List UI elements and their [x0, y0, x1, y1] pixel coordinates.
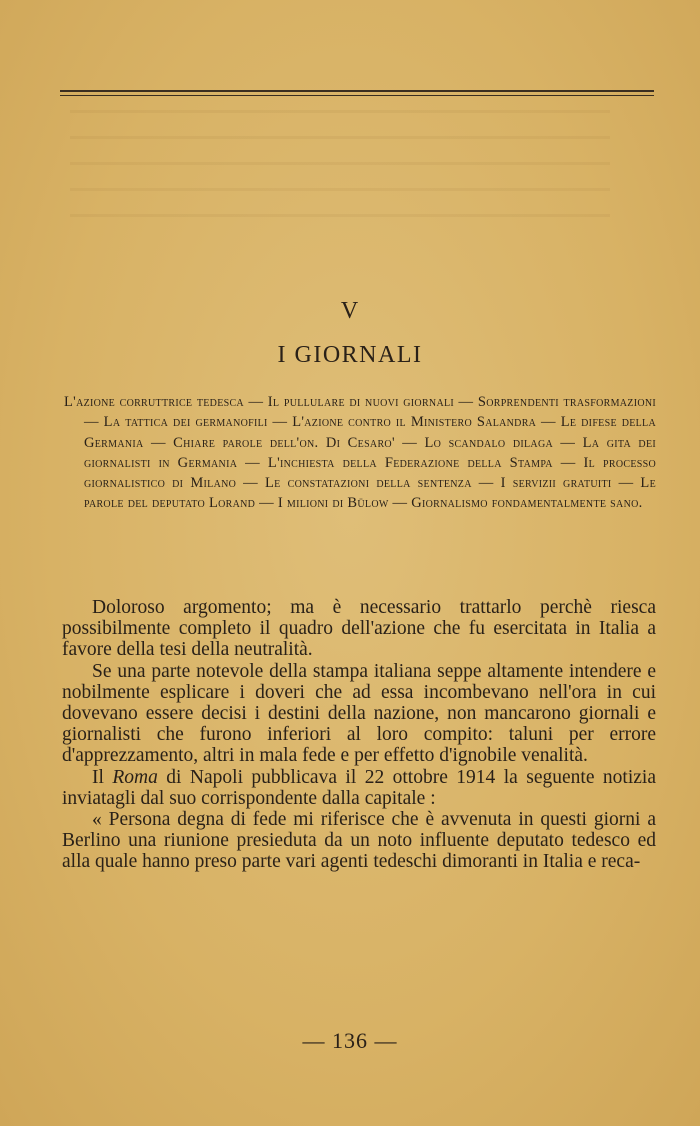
paragraph-3-end: di Napoli pubblicava il 22 ottobre 1914 la seguente notizia inviatagli dal suo corrispondente dalla capitale : — [62, 766, 656, 809]
header-rule-thin — [60, 95, 654, 96]
paragraph-2: Se una parte notevole della stampa italiana seppe altamente intendere e nobilmente esplicare i doveri che ad essa incombevano nell'ora in cui dovevano essere decisi i destini della nazione, non mancarono giornali e giornalisti che furono inferiori al loro compito: taluni per errore d'apprezzamento, altri in mala fede e per effetto d'ignobile venalità. — [62, 660, 656, 767]
chapter-number: V — [340, 298, 360, 324]
newspaper-title: Roma — [112, 766, 158, 788]
page-number: — 136 — — [302, 1028, 398, 1053]
paragraph-4-quote: « Persona degna di fede mi riferisce che è avvenuta in questi giorni a Berlino una riunione presieduta da un noto influente deputato tedesco ed alla quale hanno preso parte vari agenti tedeschi dimoranti in Italia e reca- — [62, 809, 656, 873]
chapter-summary: L'azione corruttrice tedesca — Il pullulare di nuovi giornali — Sorprendenti trasformazioni — La tattica dei germanofili — L'azione contro il Ministero Salandra — Le difese della Germania — Chiare parole dell'on. Di Cesaro' — Lo scandalo dilaga — La gita dei giornalisti in Germania — L'inchiesta della Federazione della Stampa — Il processo giornalistico di Milano — Le constatazioni della sentenza — I servizii gratuiti — Le parole del deputato Lorand — I milioni di Bülow — Giornalismo fondamentalmente sano. — [64, 394, 656, 512]
header-rule-thick — [60, 90, 654, 92]
paragraph-3-start: Il — [92, 766, 113, 788]
paragraph-1: Doloroso argomento; ma è necessario trattarlo perchè riesca possibilmente completo il quadro dell'azione che fu esercitata in Italia a favore della tesi della neutralità. — [62, 597, 656, 661]
body-text — [62, 597, 656, 873]
chapter-title: I GIORNALI — [277, 342, 423, 368]
bleed-through-shadow — [70, 110, 610, 240]
paragraph-3 — [62, 767, 656, 809]
